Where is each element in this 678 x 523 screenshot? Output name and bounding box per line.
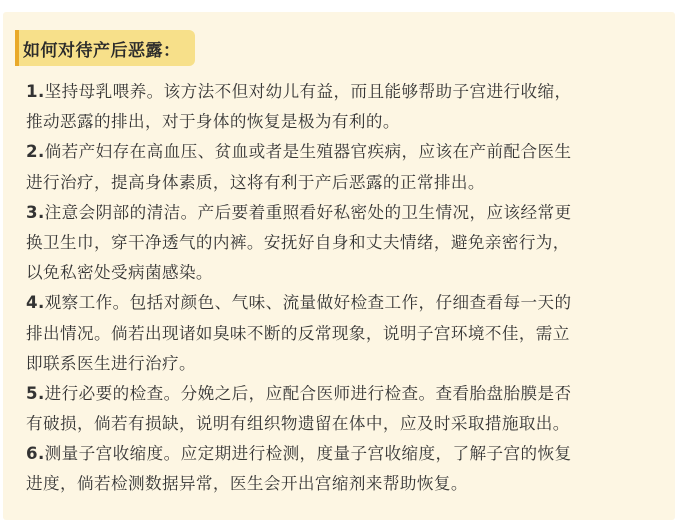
item-text-line: 进度，倘若检测数据异常，医生会开出宫缩剂来帮助恢复。 (26, 474, 468, 494)
article-card (3, 12, 675, 520)
item-number: 2. (26, 142, 45, 162)
list-item (26, 288, 666, 318)
list-item (26, 198, 666, 228)
item-number: 6. (26, 444, 45, 464)
list-item (26, 77, 666, 107)
item-text-line: 以免私密处受病菌感染。 (26, 263, 213, 283)
item-number: 5. (26, 383, 45, 403)
item-text: 坚持母乳喂养。该方法不但对幼儿有益，而且能够帮助子宫进行收缩， (44, 82, 572, 101)
section-title-tab (15, 30, 195, 66)
item-text: 进行必要的检查。分娩之后，应配合医师进行检查。查看胎盘胎膜是否 (44, 383, 572, 403)
item-text-line: 有破损，倘若有损缺，说明有组织物遗留在体中，应及时采取措施取出。 (26, 414, 570, 434)
item-text: 倘若产妇存在高血压、贫血或者是生殖器官疾病，应该在产前配合医生 (44, 142, 572, 162)
item-number: 3. (26, 202, 45, 222)
item-text: 观察工作。包括对颜色、气味、流量做好检查工作，仔细查看每一天的 (44, 293, 572, 313)
list-item (26, 379, 666, 409)
section-title: 如何对待产后恶露： (23, 40, 181, 61)
item-number: 4. (26, 293, 45, 313)
item-text: 注意会阴部的清洁。产后要着重照看好私密处的卫生情况，应该经常更 (44, 202, 572, 222)
item-text-line: 推动恶露的排出，对于身体的恢复是极为有利的。 (26, 112, 400, 132)
item-text-line: 即联系医生进行治疗。 (26, 353, 196, 373)
item-text-line: 排出情况。倘若出现诸如臭味不断的反常现象，说明子宫环境不佳，需立 (26, 323, 570, 343)
item-text-line: 换卫生巾，穿干净透气的内裤。安抚好自身和丈夫情绪，避免亲密行为， (26, 232, 570, 252)
list-item (26, 137, 666, 167)
item-text-line: 进行治疗，提高身体素质，这将有利于产后恶露的正常排出。 (26, 172, 485, 192)
list-item (26, 439, 666, 469)
title-accent-bar (15, 30, 19, 66)
article-body (26, 77, 666, 500)
item-number: 1. (26, 82, 45, 101)
item-text: 测量子宫收缩度。应定期进行检测，度量子宫收缩度，了解子宫的恢复 (44, 444, 572, 464)
